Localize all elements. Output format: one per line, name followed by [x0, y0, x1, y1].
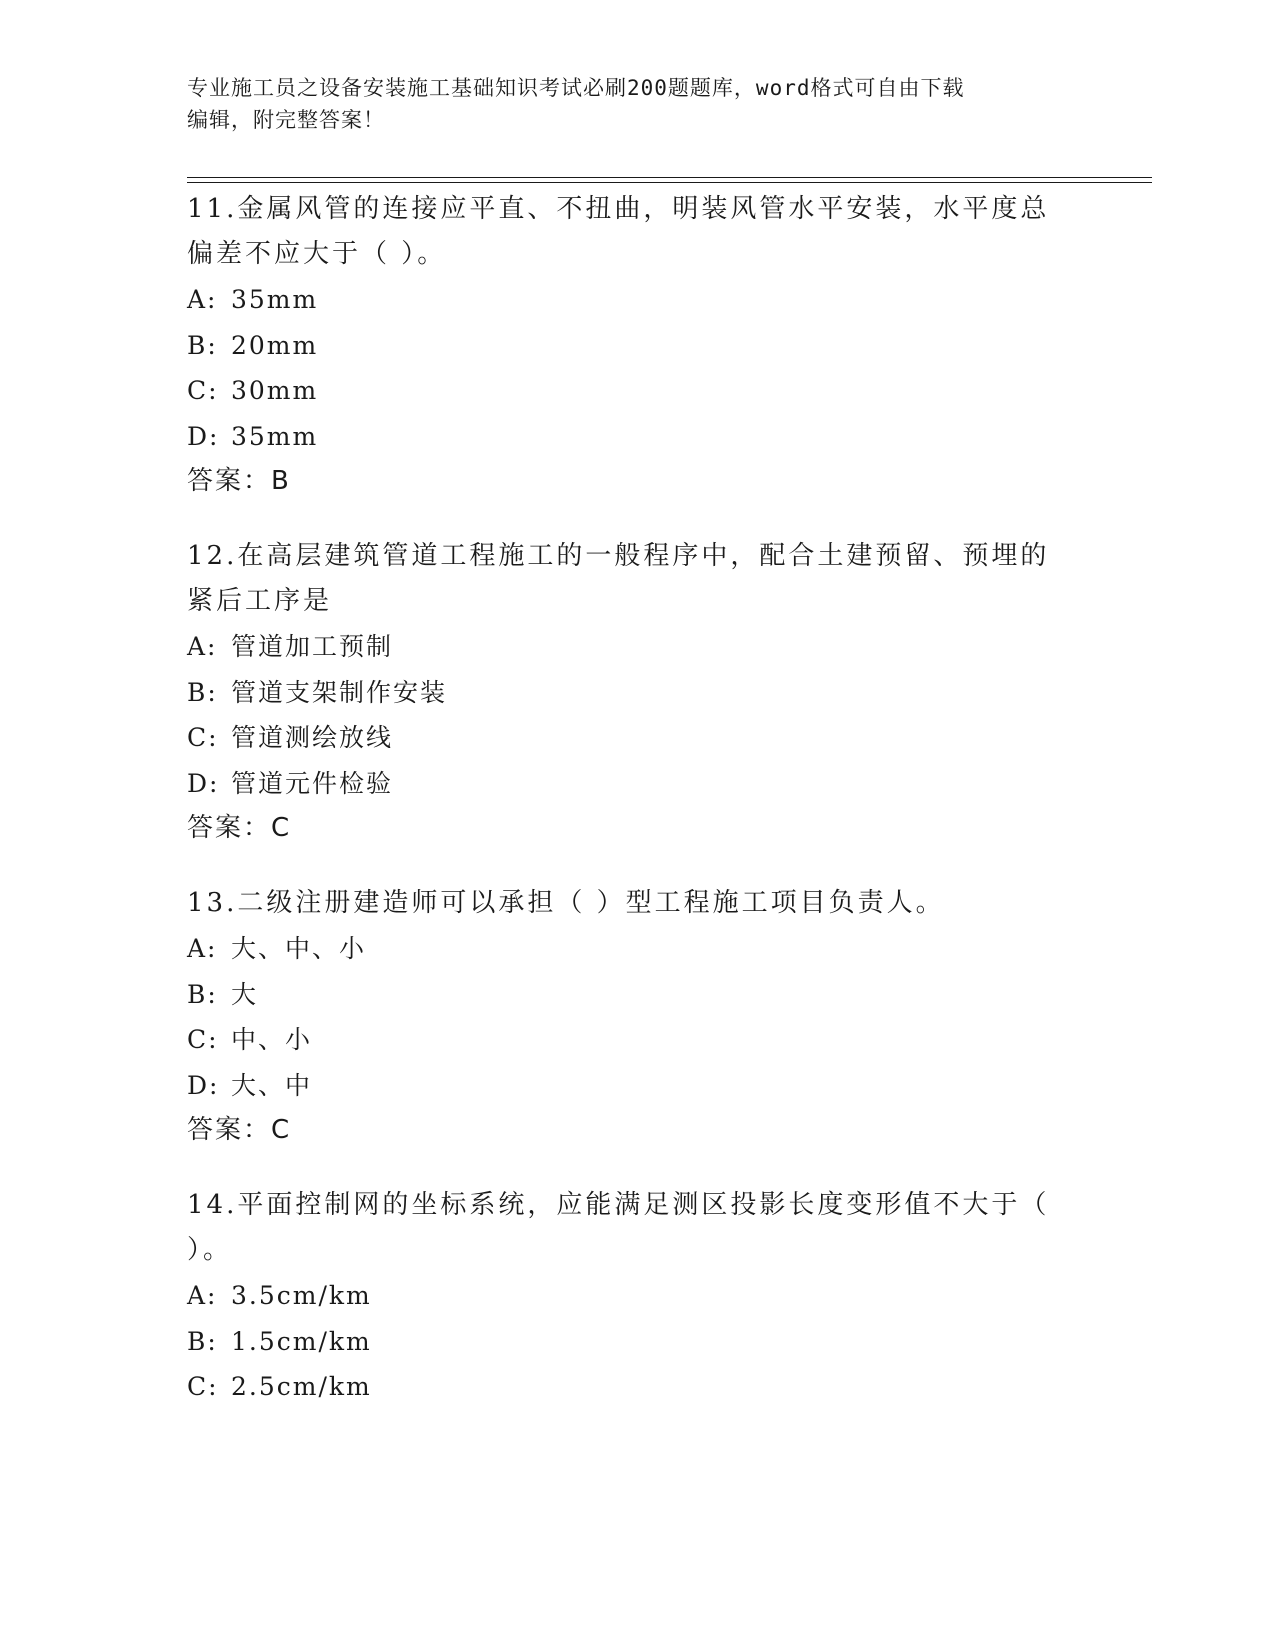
option-label: C: [187, 723, 219, 752]
option-a [187, 1273, 1077, 1319]
question-stem: 13.二级注册建造师可以承担（ ）型工程施工项目负责人。 [187, 888, 945, 918]
option-d [187, 1063, 1077, 1109]
option-c [187, 1364, 1077, 1410]
question-14 [187, 1183, 1077, 1410]
option-label: A: [187, 1281, 218, 1310]
option-text: 20mm [231, 330, 319, 360]
header-divider-top [187, 177, 1152, 178]
header-title-line2: 编辑，附完整答案！ [187, 108, 385, 132]
answer-line: 答案：C [187, 813, 292, 843]
option-d [187, 414, 1077, 460]
option-b [187, 323, 1077, 369]
answer-line: 答案：C [187, 1115, 292, 1145]
option-label: C: [187, 1025, 219, 1054]
question-list [187, 187, 1077, 1440]
option-text: 大、中、小 [231, 934, 367, 963]
header-title-line1: 专业施工员之设备安装施工基础知识考试必刷200题题库，word格式可自由下载 [187, 76, 965, 100]
option-a [187, 624, 1077, 670]
option-label: D: [187, 421, 220, 451]
option-b [187, 670, 1077, 716]
option-label: D: [187, 768, 220, 798]
option-label: B: [187, 330, 218, 360]
option-label: C: [187, 1372, 219, 1401]
option-label: B: [187, 677, 218, 707]
option-text: 2.5cm/km [231, 1372, 372, 1401]
document-header [187, 72, 1067, 136]
option-text: 35mm [231, 421, 319, 451]
option-c [187, 368, 1077, 414]
option-text: 30mm [231, 376, 319, 405]
option-c [187, 715, 1077, 761]
answer-line: 答案：B [187, 466, 291, 496]
question-11 [187, 187, 1077, 504]
option-label: A: [187, 285, 218, 314]
option-c [187, 1017, 1077, 1063]
option-label: C: [187, 376, 219, 405]
option-b [187, 972, 1077, 1018]
option-d [187, 761, 1077, 807]
question-stem: 12.在高层建筑管道工程施工的一般程序中，配合土建预留、预埋的紧后工序是 [187, 541, 1050, 616]
option-text: 管道加工预制 [231, 632, 394, 661]
option-b [187, 1319, 1077, 1365]
option-text: 管道元件检验 [231, 768, 394, 798]
option-text: 管道支架制作安装 [231, 677, 448, 707]
header-divider-bottom [187, 182, 1152, 183]
question-12 [187, 534, 1077, 851]
option-label: B: [187, 1326, 218, 1356]
option-label: B: [187, 979, 218, 1009]
option-text: 大、中 [231, 1070, 313, 1100]
option-text: 中、小 [231, 1025, 313, 1054]
question-stem: 11.金属风管的连接应平直、不扭曲，明装风管水平安装，水平度总偏差不应大于（ ）。 [187, 194, 1050, 269]
option-text: 管道测绘放线 [231, 723, 394, 752]
option-text: 3.5cm/km [231, 1281, 372, 1310]
option-text: 35mm [231, 285, 319, 314]
option-a [187, 277, 1077, 323]
question-13 [187, 881, 1077, 1153]
question-stem: 14.平面控制网的坐标系统，应能满足测区投影长度变形值不大于（ ）。 [187, 1190, 1050, 1265]
option-text: 1.5cm/km [231, 1326, 372, 1356]
option-label: A: [187, 934, 218, 963]
option-label: D: [187, 1070, 220, 1100]
option-label: A: [187, 632, 218, 661]
option-text: 大 [231, 979, 259, 1009]
option-a [187, 926, 1077, 972]
